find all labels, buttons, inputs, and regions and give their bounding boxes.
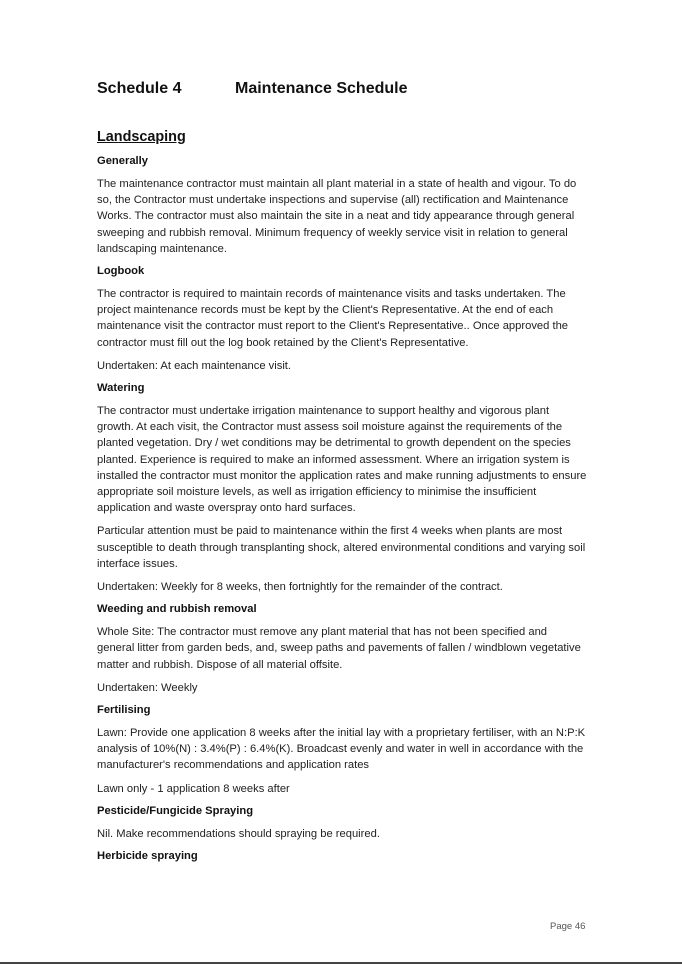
heading-watering: Watering (97, 382, 145, 395)
schedule-header (97, 80, 408, 98)
page-bottom-divider (0, 962, 682, 964)
heading-herbicide: Herbicide spraying (97, 850, 198, 863)
paragraph-weeding: Whole Site: The contractor must remove any plant material that has not been specified and general litter from garden beds, and, sweep paths and pavements of fallen / windblown vegetative matter and rubbish. Dispose of all material offsite. (97, 626, 581, 671)
weeding-undertaken: Undertaken: Weekly (97, 681, 198, 694)
paragraph-generally: The maintenance contractor must maintain all plant material in a state of health and vigour. To do so, the Contractor must undertake inspections and supervise (all) rectification and Maintenance Works. The contractor must also maintain the site in a neat and tidy appearance through general sweeping and rubbish removal. Minimum frequency of weekly service visit in relation to general landscaping maintenance. (97, 178, 577, 255)
heading-fertilising: Fertilising (97, 704, 151, 717)
heading-pesticide: Pesticide/Fungicide Spraying (97, 804, 254, 817)
heading-weeding: Weeding and rubbish removal (97, 603, 257, 616)
paragraph-watering-2: Particular attention must be paid to maintenance within the first 4 weeks when plants are most susceptible to death through transplanting shock, altered environmental conditions and varying soil interface issues. (97, 525, 586, 570)
page-number: Page 46 (550, 921, 586, 932)
paragraph-pesticide: Nil. Make recommendations should spraying be required. (97, 827, 380, 840)
watering-undertaken: Undertaken: Weekly for 8 weeks, then fortnightly for the remainder of the contract. (97, 581, 503, 594)
document-body (97, 128, 587, 871)
section-title: Landscaping (97, 129, 186, 145)
schedule-number: Schedule 4 (97, 80, 182, 97)
schedule-title: Maintenance Schedule (235, 80, 408, 97)
fertilising-note: Lawn only - 1 application 8 weeks after (97, 782, 290, 795)
heading-logbook: Logbook (97, 265, 145, 278)
paragraph-watering-1: The contractor must undertake irrigation maintenance to support healthy and vigorous plant growth. At each visit, the Contractor must assess soil moisture against the requirements of the planted vegetation. Dry / wet conditions may be detrimental to growth dependent on the species planted. Experience is required to make an informed assessment. Where an irrigation system is installed the contractor must monitor the application rates and make running adjustments to ensure appropriate soil moisture levels, as well as irrigation efficiency to minimise the insufficient application and waste overspray onto hard surfaces. (97, 405, 587, 515)
logbook-undertaken: Undertaken: At each maintenance visit. (97, 359, 292, 372)
heading-generally: Generally (97, 155, 148, 167)
paragraph-fertilising: Lawn: Provide one application 8 weeks after the initial lay with a proprietary fertiliser, with an N:P:K analysis of 10%(N) : 3.4%(P) : 6.4%(K). Broadcast evenly and water in well in accordance with the manufacturer's recommendations and application rates (97, 727, 586, 772)
paragraph-logbook: The contractor is required to maintain records of maintenance visits and tasks undertaken. The project maintenance records must be kept by the Client's Representative. At the end of each maintenance visit the contractor must report to the Client's Representative.. Once approved the contractor must fill out the log book retained by the Client's Representative. (97, 288, 569, 349)
